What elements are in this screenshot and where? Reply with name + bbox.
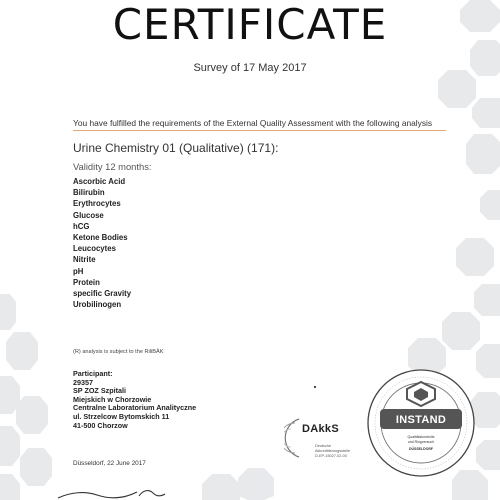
analyte-item: Erythrocytes <box>73 199 121 209</box>
validity-period: Validity 12 months: <box>73 161 152 172</box>
analyte-list <box>73 176 131 310</box>
seal-detail: und Ringversuch <box>407 440 435 444</box>
seal-detail: DÜSSELDORF <box>408 447 434 451</box>
analyte-item: Leucocytes <box>73 244 116 254</box>
dakks-detail: Deutsche <box>315 444 332 448</box>
analyte-item: pH <box>73 266 84 276</box>
participant-line: 41-500 Chorzow <box>73 420 128 430</box>
decorative-dot <box>314 386 316 388</box>
instand-seal <box>365 367 477 479</box>
analyte-item: Nitrite <box>73 255 96 265</box>
seal-detail: Qualitätskontrolle <box>407 435 435 439</box>
requirements-statement: You have fulfilled the requirements of the External Quality Assessment with the following analysis <box>73 118 433 128</box>
analyte-item: Bilirubin <box>73 188 105 198</box>
analysis-title: Urine Chemistry 01 (Qualitative) (171): <box>73 141 279 155</box>
certificate-title: CERTIFICATE <box>112 0 388 49</box>
signature-mark <box>55 488 175 500</box>
rilibak-footnote: (R) analysis is subject to the RiliBÄK <box>73 349 164 355</box>
dakks-detail: Akkreditierungsstelle <box>315 449 351 453</box>
analyte-item: Glucose <box>73 210 104 220</box>
dakks-detail: D-EP-15027-02-00 <box>315 454 347 458</box>
dakks-accreditation-logo <box>284 414 362 462</box>
participant-line: Miejskich w Chorzowie <box>73 394 152 404</box>
issue-place-date: Düsseldorf, 22 June 2017 <box>73 460 146 467</box>
participant-block <box>73 370 196 430</box>
analyte-item: specific Gravity <box>73 288 132 298</box>
survey-date: Survey of 17 May 2017 <box>193 62 307 74</box>
analyte-item: Ketone Bodies <box>73 232 128 242</box>
analyte-item: hCG <box>73 221 90 231</box>
analyte-item: Ascorbic Acid <box>73 177 126 186</box>
participant-line: 29357 <box>73 377 93 387</box>
participant-label: Participant: <box>73 369 113 378</box>
statement-underline <box>73 130 446 131</box>
participant-line: Centralne Laboratorium Analityczne <box>73 403 197 413</box>
dakks-name: DAkkS <box>302 423 339 435</box>
analyte-item: Urobilinogen <box>73 300 122 310</box>
participant-line: SP ZOZ Szpitali <box>73 386 126 396</box>
participant-line: ul. Strzelcow Bytomskich 11 <box>73 411 170 421</box>
analyte-item: Protein <box>73 277 100 287</box>
instand-name: INSTAND <box>395 414 447 426</box>
